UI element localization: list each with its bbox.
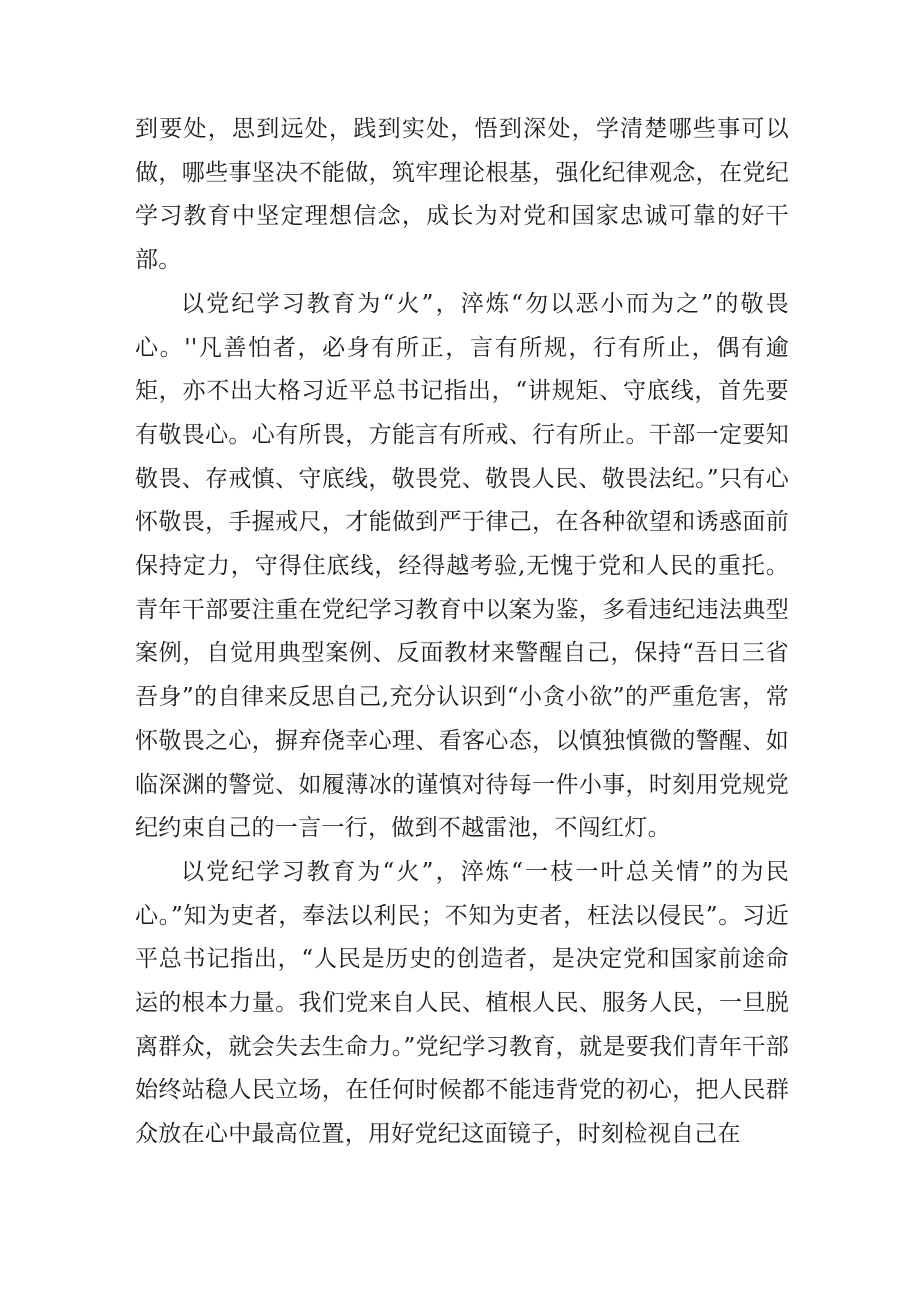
paragraph-3: 以党纪学习教育为“火”，淬炼“一枝一叶总关情”的为民心。”知为吏者，奉法以利民；不知为吏者，枉法以侵民”。习近平总书记指出，“人民是历史的创造者，是决定党和国家前途命运的根本力量。我们党来自人民、植根人民、服务人民，一旦脱离群众，就会失去生命力。”党纪学习教育，就是要我们青年干部始终站稳人民立场，在任何时候都不能违背党的初心，把人民群众放在心中最高位置，用好党纪这面镜子，时刻检视自己在	[135, 858, 789, 1148]
document-body	[135, 108, 789, 1157]
paragraph-2: 以党纪学习教育为“火”，淬炼“勿以恶小而为之”的敬畏心。''凡善怕者，必身有所正，言有所规，行有所止，偶有逾矩，亦不出大格习近平总书记指出，“讲规矩、守底线，首先要有敬畏心。心有所畏，方能言有所戒、行有所止。干部一定要知敬畏、存戒慎、守底线，敬畏党、敬畏人民、敬畏法纪。”只有心怀敬畏，手握戒尺，才能做到严于律己，在各种欲望和诱惑面前保持定力，守得住底线，经得越考验,无愧于党和人民的重托。青年干部要注重在党纪学习教育中以案为鉴，多看违纪违法典型案例，自觉用典型案例、反面教材来警醒自己，保持“吾日三省吾身”的自律来反思自己,充分认识到“小贪小欲”的严重危害，常怀敬畏之心，摒弃侥幸心理、看客心态，以慎独慎微的警醒、如临深渊的警觉、如履薄冰的谨慎对待每一件小事，时刻用党规党纪约束自己的一言一行，做到不越雷池，不闯红灯。	[135, 290, 789, 842]
paragraph-1: 到要处，思到远处，践到实处，悟到深处，学清楚哪些事可以做，哪些事坚决不能做，筑牢理论根基，强化纪律观念，在党纪学习教育中坚定理想信念，成长为对党和国家忠诚可靠的好干部。	[135, 116, 789, 274]
